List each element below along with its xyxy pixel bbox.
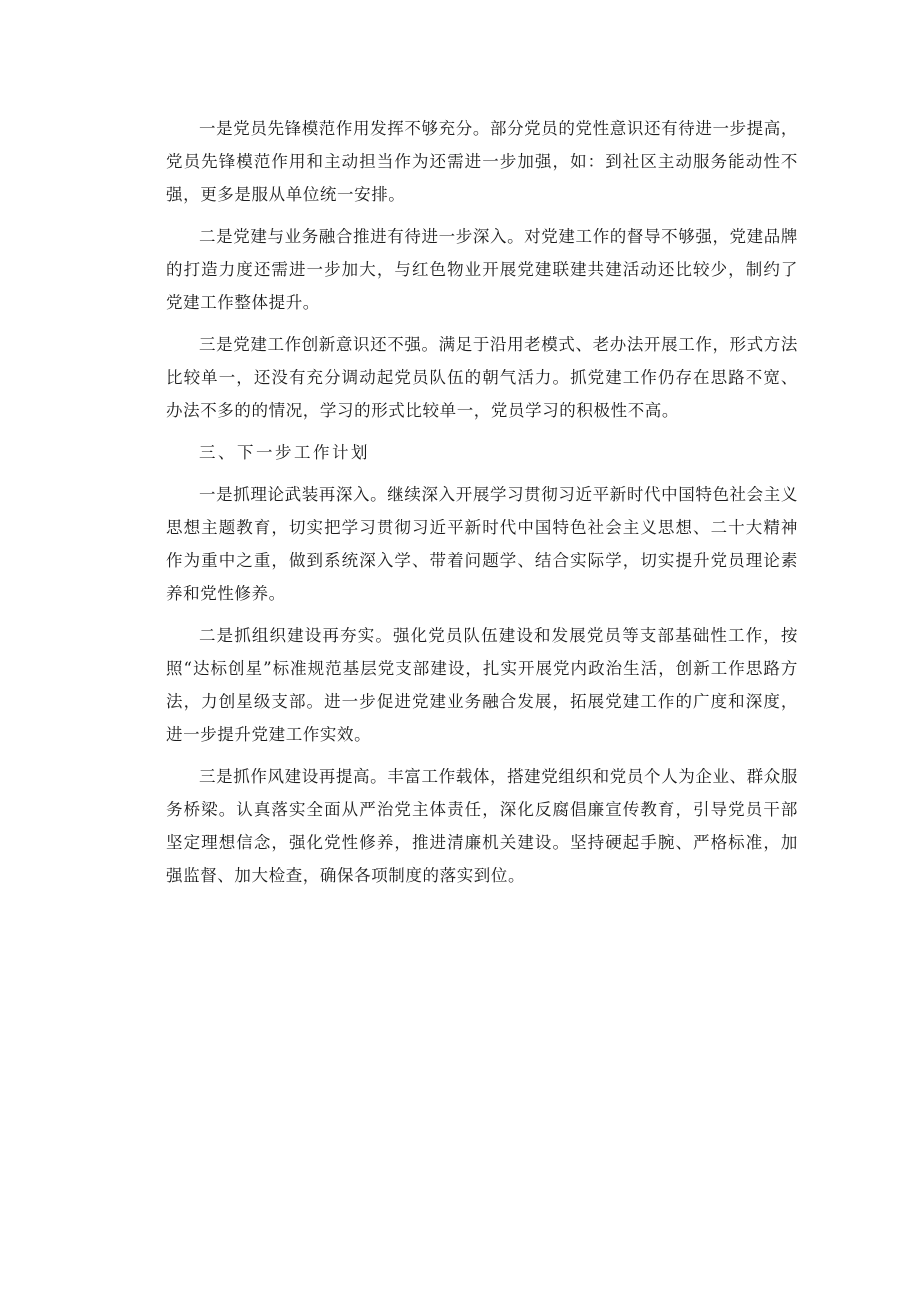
paragraph-innovation: 三是党建工作创新意识还不强。满足于沿用老模式、老办法开展工作，形式方法比较单一，还没有充分调动起党员队伍的朝气活力。抓党建工作仍存在思路不宽、办法不多的的情况，学习的形式比较单一，党员学习的积极性不高。 bbox=[166, 335, 798, 420]
document-body bbox=[166, 112, 798, 901]
paragraph-theory: 一是抓理论武装再深入。继续深入开展学习贯彻习近平新时代中国特色社会主义思想主题教育，切实把学习贯彻习近平新时代中国特色社会主义思想、二十大精神作为重中之重，做到系统深入学、带着问题学、结合实际学，切实提升党员理论素养和党性修养。 bbox=[166, 485, 798, 603]
paragraph-business-integration: 二是党建与业务融合推进有待进一步深入。对党建工作的督导不够强，党建品牌的打造力度还需进一步加大，与红色物业开展党建联建共建活动还比较少，制约了党建工作整体提升。 bbox=[166, 227, 798, 312]
section-heading-next-plan: 三、下一步工作计划 bbox=[199, 443, 370, 462]
paragraph-work-style: 三是抓作风建设再提高。丰富工作载体，搭建党组织和党员个人为企业、群众服务桥梁。认真落实全面从严治党主体责任，深化反腐倡廉宣传教育，引导党员干部坚定理想信念，强化党性修养，推进清廉机关建设。坚持硬起手腕、严格标准，加强监督、加大检查，确保各项制度的落实到位。 bbox=[166, 767, 798, 885]
paragraph-party-member-role: 一是党员先锋模范作用发挥不够充分。部分党员的党性意识还有待进一步提高，党员先锋模范作用和主动担当作为还需进一步加强，如：到社区主动服务能动性不强，更多是服从单位统一安排。 bbox=[166, 119, 798, 204]
paragraph-organization: 二是抓组织建设再夯实。强化党员队伍建设和发展党员等支部基础性工作，按照“达标创星”标准规范基层党支部建设，扎实开展党内政治生活，创新工作思路方法，力创星级支部。进一步促进党建业务融合发展，拓展党建工作的广度和深度，进一步提升党建工作实效。 bbox=[166, 626, 798, 744]
